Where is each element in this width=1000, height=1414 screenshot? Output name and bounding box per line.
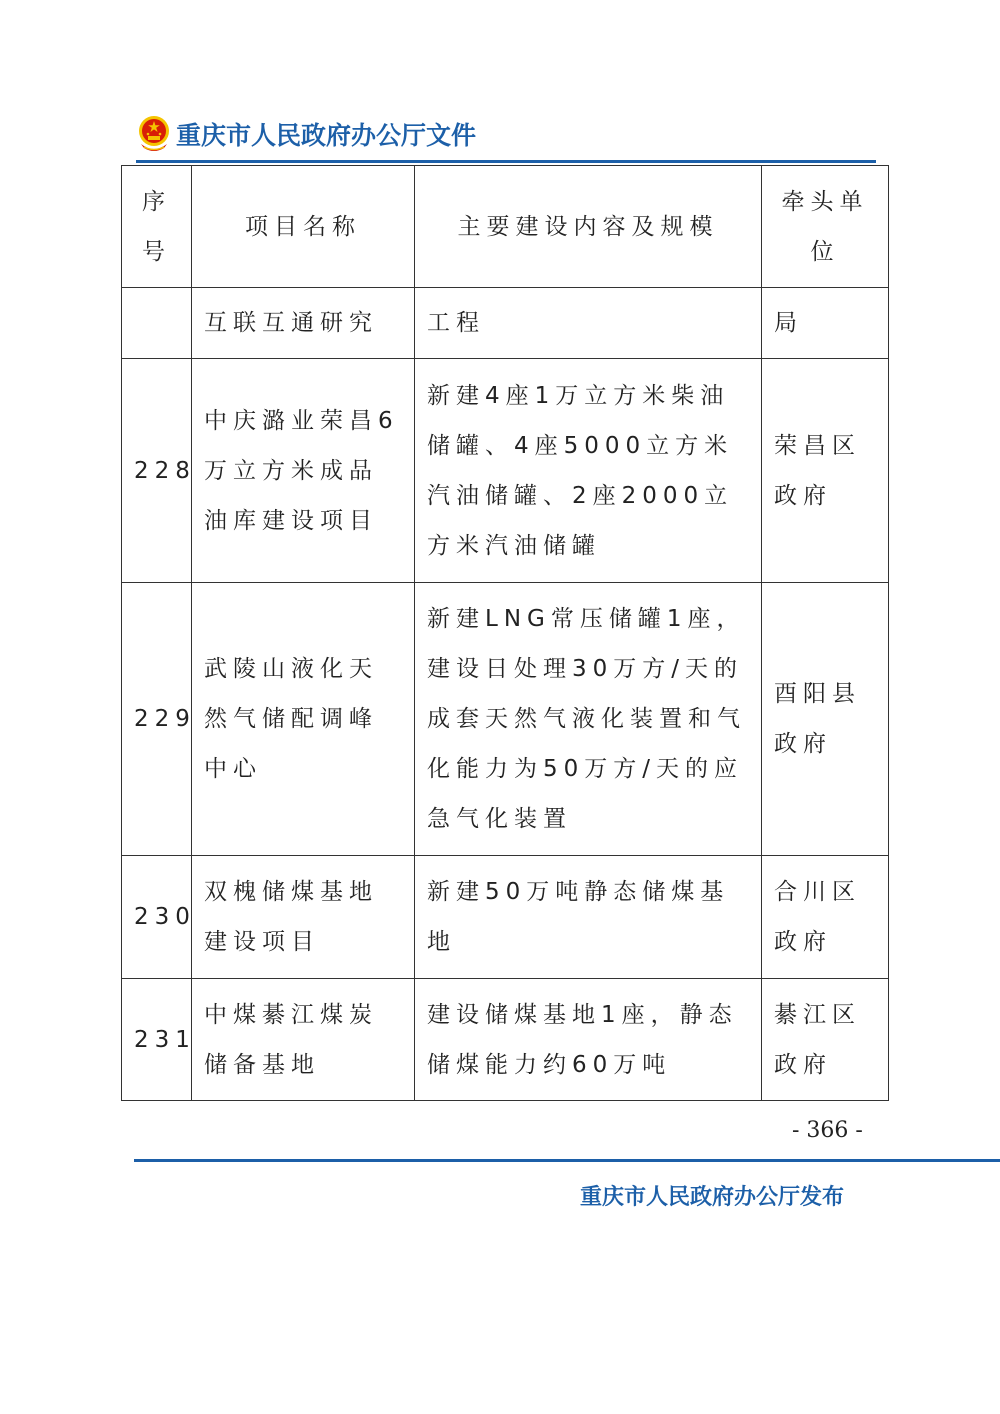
row-seq: 231: [122, 979, 192, 1101]
page-number: - 366 -: [792, 1118, 863, 1143]
row-seq: [122, 288, 192, 359]
row-name: 中庆潞业荣昌6万立方米成品油库建设项目: [192, 359, 415, 583]
row-unit: 合川区政府: [762, 856, 889, 979]
header-unit: 牵头单位: [762, 166, 889, 288]
footer-publisher: 重庆市人民政府办公厅发布: [580, 1185, 845, 1210]
header-name: 项目名称: [192, 166, 415, 288]
row-name: 中煤綦江煤炭储备基地: [192, 979, 415, 1101]
row-unit: 荣昌区政府: [762, 359, 889, 583]
footer-divider: [134, 1159, 1000, 1162]
table-row: [122, 359, 889, 583]
row-name: 武陵山液化天然气储配调峰中心: [192, 583, 415, 856]
row-content: 新建50万吨静态储煤基地: [415, 856, 762, 979]
header-content: 主要建设内容及规模: [415, 166, 762, 288]
project-table: [121, 165, 889, 1101]
row-name: 互联互通研究: [192, 288, 415, 359]
row-content: 新建4座1万立方米柴油储罐、4座5000立方米汽油储罐、2座2000立方米汽油储罐: [415, 359, 762, 583]
row-content: 新建LNG常压储罐1座，建设日处理30万方/天的成套天然气液化装置和气化能力为50万方/天的应急气化装置: [415, 583, 762, 856]
row-seq: 230: [122, 856, 192, 979]
document-header: [136, 112, 476, 156]
row-seq: 228: [122, 359, 192, 583]
table-row: [122, 856, 889, 979]
header-seq: 序号: [122, 166, 192, 288]
row-content: 建设储煤基地1座，静态储煤能力约60万吨: [415, 979, 762, 1101]
row-unit: 綦江区政府: [762, 979, 889, 1101]
header-divider: [136, 160, 876, 163]
national-emblem-icon: [136, 114, 172, 154]
row-name: 双槐储煤基地建设项目: [192, 856, 415, 979]
document-header-title: 重庆市人民政府办公厅文件: [176, 121, 477, 150]
row-seq: 229: [122, 583, 192, 856]
table-row: [122, 979, 889, 1101]
row-unit: 酉阳县政府: [762, 583, 889, 856]
row-content: 工程: [415, 288, 762, 359]
table-row: [122, 583, 889, 856]
table-row: [122, 288, 889, 359]
table-header-row: [122, 166, 889, 288]
row-unit: 局: [762, 288, 889, 359]
